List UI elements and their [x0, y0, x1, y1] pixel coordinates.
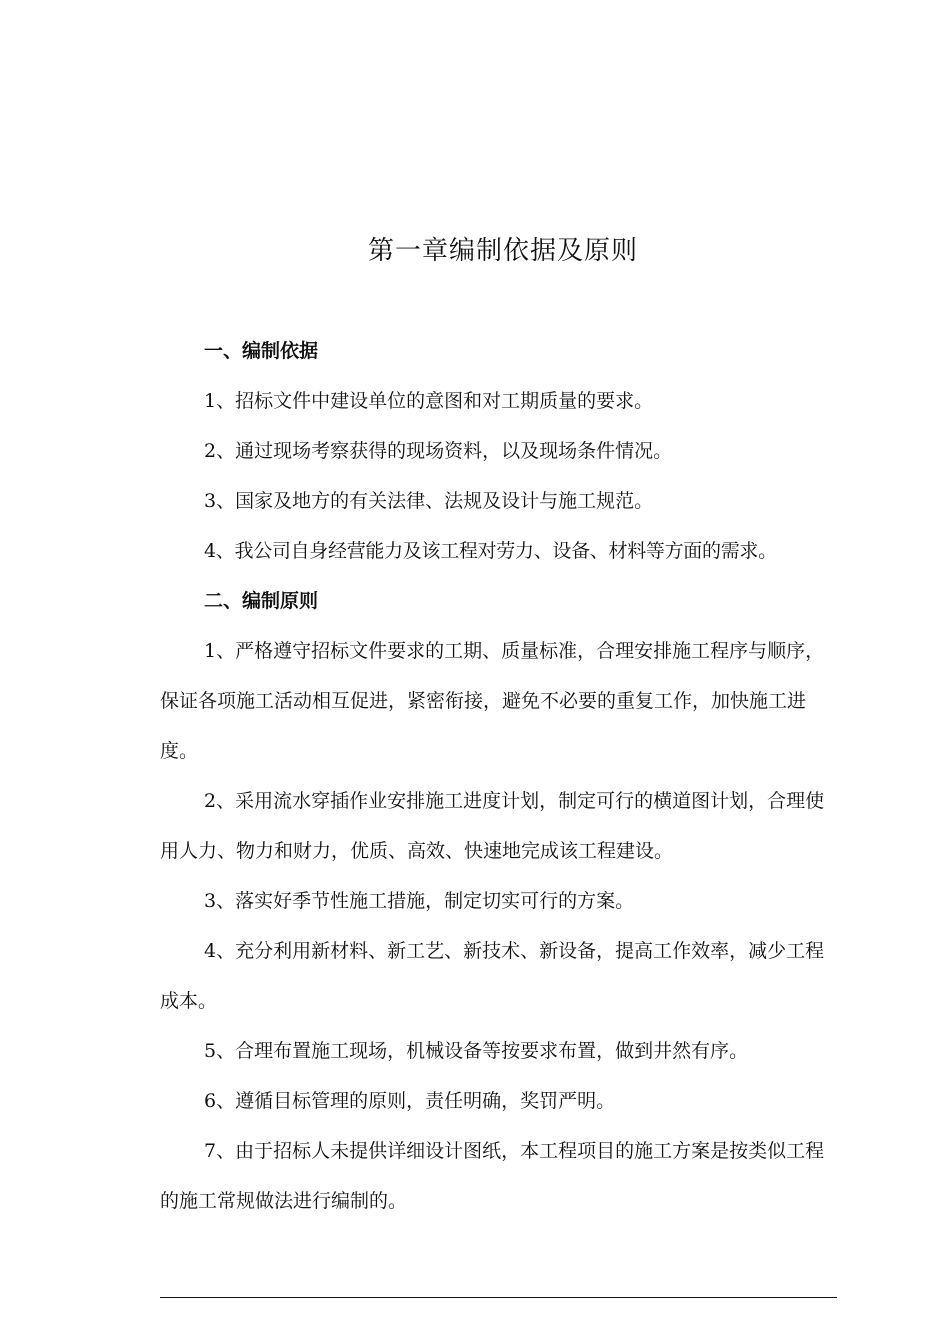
- basis-item-1: 1、招标文件中建设单位的意图和对工期质量的要求。: [204, 390, 654, 412]
- section-heading-basis: 一、编制依据: [204, 340, 319, 362]
- principle-item-6: 6、遵循目标管理的原则，责任明确，奖罚严明。: [204, 1090, 616, 1112]
- principle-item-2: 2、采用流水穿插作业安排施工进度计划，制定可行的横道图计划，合理使用人力、物力和财力，优质、高效、快速地完成该工程建设。: [160, 790, 825, 862]
- principle-item-7: 7、由于招标人未提供详细设计图纸，本工程项目的施工方案是按类似工程的施工常规做法进行编制的。: [160, 1140, 825, 1212]
- section-heading-principles: 二、编制原则: [204, 590, 319, 612]
- basis-item-3: 3、国家及地方的有关法律、法规及设计与施工规范。: [204, 490, 654, 512]
- document-body: [160, 334, 840, 1234]
- principle-item-5: 5、合理布置施工现场，机械设备等按要求布置，做到井然有序。: [204, 1040, 749, 1062]
- basis-item-2: 2、通过现场考察获得的现场资料，以及现场条件情况。: [204, 440, 673, 462]
- principle-item-1: 1、严格遵守招标文件要求的工期、质量标准，合理安排施工程序与顺序，保证各项施工活动相互促进，紧密衔接，避免不必要的重复工作，加快施工进度。: [160, 640, 825, 762]
- basis-item-4: 4、我公司自身经营能力及该工程对劳力、设备、材料等方面的需求。: [204, 540, 777, 562]
- principle-item-3: 3、落实好季节性施工措施，制定切实可行的方案。: [204, 890, 635, 912]
- principle-item-4: 4、充分利用新材料、新工艺、新技术、新设备，提高工作效率，减少工程成本。: [160, 940, 825, 1012]
- chapter-title: 第一章编制依据及原则: [367, 236, 638, 266]
- footer-rule: [160, 1297, 837, 1298]
